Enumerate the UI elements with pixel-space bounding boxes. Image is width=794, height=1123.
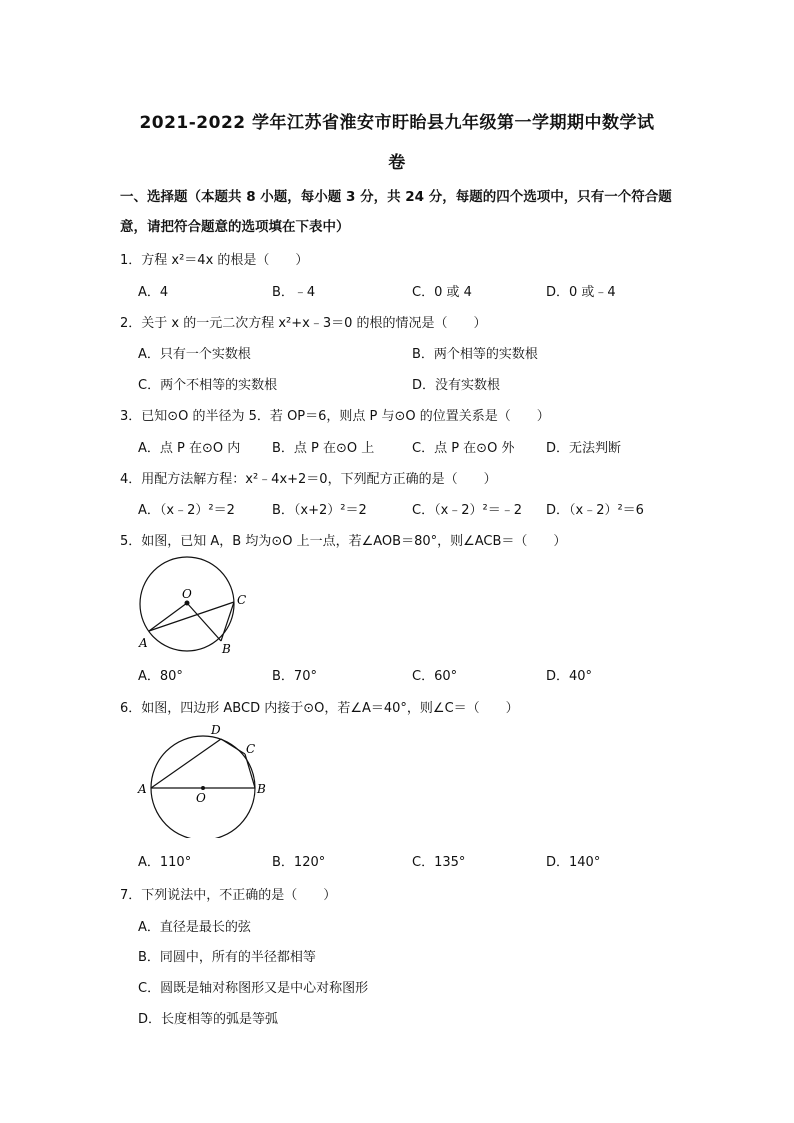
section-heading-line2: 意，请把符合题意的选项填在下表中） xyxy=(120,219,350,235)
question-4-stem: 4．用配方法解方程：x²﹣4x+2＝0，下列配方正确的是（ ） xyxy=(120,472,497,487)
q4-option-a: A．（x﹣2）²＝2 xyxy=(138,503,235,518)
q2-option-d: D．没有实数根 xyxy=(412,378,501,393)
q3-option-c: C．点 P 在⊙O 外 xyxy=(412,441,515,456)
center-point xyxy=(185,601,190,606)
question-5-stem: 5．如图，已知 A，B 均为⊙O 上一点，若∠AOB＝80°，则∠ACB＝（ ） xyxy=(120,534,567,549)
q7-option-a: A．直径是最长的弦 xyxy=(138,920,251,935)
q6-option-d: D．140° xyxy=(546,855,601,870)
label-c: C xyxy=(237,593,247,607)
center-point xyxy=(201,786,205,790)
page-title-continued: 卷 xyxy=(388,153,406,173)
q5-option-a: A．80° xyxy=(138,669,183,684)
question-6-figure xyxy=(130,718,275,838)
label-a: A xyxy=(139,636,148,650)
q2-option-b: B．两个相等的实数根 xyxy=(412,347,538,362)
question-3-stem: 3．已知⊙O 的半径为 5．若 OP＝6，则点 P 与⊙O 的位置关系是（ ） xyxy=(120,409,550,424)
q6-option-a: A．110° xyxy=(138,855,192,870)
q6-option-b: B．120° xyxy=(272,855,326,870)
q5-option-b: B．70° xyxy=(272,669,317,684)
question-7-stem: 7．下列说法中，不正确的是（ ） xyxy=(120,888,337,903)
segment-dc xyxy=(221,739,245,754)
q3-option-b: B．点 P 在⊙O 上 xyxy=(272,441,375,456)
question-1-stem: 1．方程 x²＝4x 的根是（ ） xyxy=(120,253,309,268)
q7-option-d: D．长度相等的弧是等弧 xyxy=(138,1012,279,1027)
question-2-stem: 2．关于 x 的一元二次方程 x²+x﹣3＝0 的根的情况是（ ） xyxy=(120,316,487,331)
q4-option-b: B．（x+2）²＝2 xyxy=(272,503,367,518)
segment-ad xyxy=(151,739,221,788)
q1-option-d: D．0 或﹣4 xyxy=(546,285,616,300)
q7-option-b: B．同圆中，所有的半径都相等 xyxy=(138,950,316,965)
label-o: O xyxy=(182,587,192,601)
q6-option-c: C．135° xyxy=(412,855,466,870)
question-6-stem: 6．如图，四边形 ABCD 内接于⊙O，若∠A＝40°，则∠C＝（ ） xyxy=(120,701,519,716)
q1-option-a: A．4 xyxy=(138,285,169,300)
q5-option-c: C．60° xyxy=(412,669,458,684)
label-d: D xyxy=(211,723,221,737)
q2-option-a: A．只有一个实数根 xyxy=(138,347,251,362)
segment-cb xyxy=(221,602,234,641)
section-heading-line1: 一、选择题（本题共 8 小题，每小题 3 分，共 24 分，每题的四个选项中，只有一个符合题 xyxy=(120,189,672,205)
q4-option-d: D．（x﹣2）²＝6 xyxy=(546,503,644,518)
q4-option-c: C．（x﹣2）²＝﹣2 xyxy=(412,503,523,518)
q3-option-d: D．无法判断 xyxy=(546,441,622,456)
label-b: B xyxy=(257,782,266,796)
q3-option-a: A．点 P 在⊙O 内 xyxy=(138,441,241,456)
q5-option-d: D．40° xyxy=(546,669,593,684)
label-o: O xyxy=(196,791,206,805)
segment-cb xyxy=(245,754,255,788)
q1-option-c: C．0 或 4 xyxy=(412,285,472,300)
label-c: C xyxy=(246,742,256,756)
segment-ao xyxy=(149,603,187,631)
q2-option-c: C．两个不相等的实数根 xyxy=(138,378,278,393)
label-a: A xyxy=(138,782,147,796)
label-b: B xyxy=(222,642,231,656)
section-heading xyxy=(120,182,690,242)
question-5-figure xyxy=(130,556,260,656)
q7-option-c: C．圆既是轴对称图形又是中心对称图形 xyxy=(138,981,369,996)
segment-ac xyxy=(149,602,234,631)
q1-option-b: B．﹣4 xyxy=(272,285,316,300)
page-title: 2021-2022 学年江苏省淮安市盱眙县九年级第一学期期中数学试 xyxy=(139,113,655,133)
